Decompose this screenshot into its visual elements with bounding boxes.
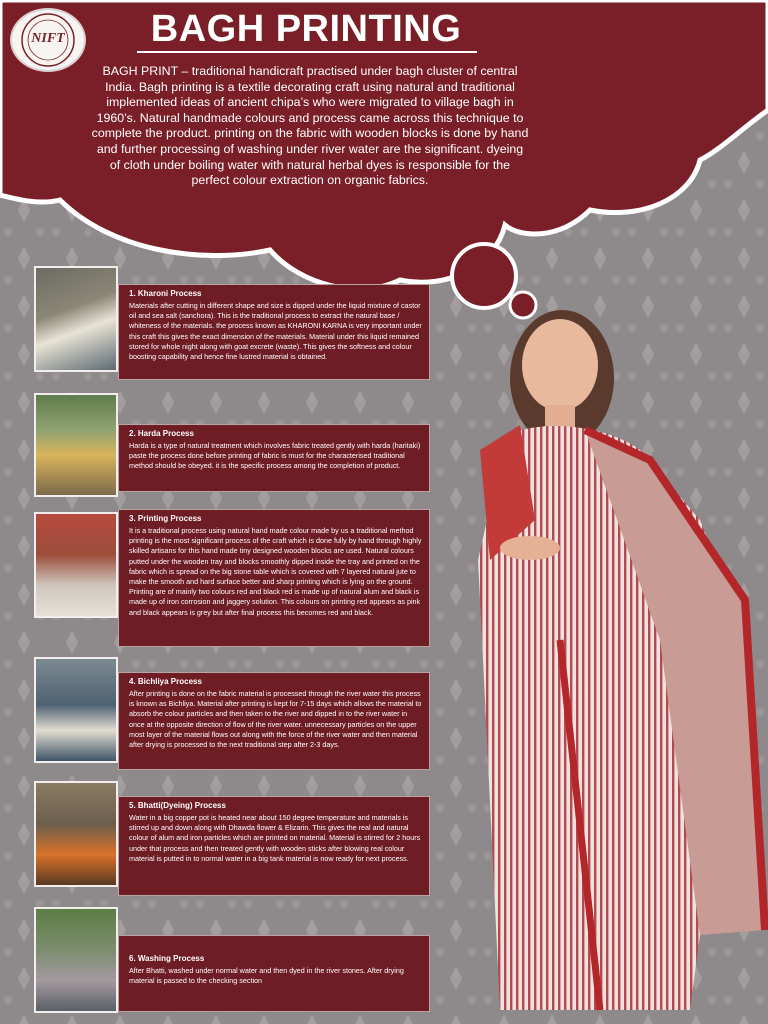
washing-photo	[34, 907, 118, 1013]
page-title: BAGH PRINTING	[150, 8, 462, 50]
step-4-box	[118, 672, 430, 770]
step-2-title: 2. Harda Process	[129, 429, 194, 438]
step-3-title: 3. Printing Process	[129, 514, 202, 523]
kharoni-photo	[34, 266, 118, 372]
step-1-box	[118, 284, 430, 380]
step-6-title: 6. Washing Process	[129, 954, 205, 963]
step-4-text: After printing is done on the fabric material is processed through the river water this process is known as Bichliya. Material after printing is kept for 7-15 days which allows the material to absorb the colour particles and then taken to the river and dipped in to the river water in once at the opposite direction of flow of the river water. unnecessary particles on the upper most layer of the material flows out along with the force of the river water and then material after drying is processed to the next traditional step after 2-3 days.	[129, 689, 422, 750]
step-2-box	[118, 424, 430, 492]
step-6-box	[118, 935, 430, 1012]
step-4-title: 4. Bichliya Process	[129, 677, 202, 686]
step-1-text: Materials after cutting in different shape and size is dipped under the liquid mixture of castor oil and sea salt (sanchora). This is the traditional process to extract the natural base / whiteness of the materials. the process known as KHARONI KARNA is very important under this craft this gives the exact dimension of the materials. Material under this liquid remained stored for whole night along with goat excrete (waste). This gives the softness and colour boosting capability and hence fine lustred material is obtained.	[129, 301, 422, 362]
bichliya-photo	[34, 657, 118, 763]
step-5-box	[118, 796, 430, 896]
bhatti-photo	[34, 781, 118, 887]
step-2-text: Harda is a type of natural treatment which involves fabric treated gently with harda (haritaki) paste the process done before printing of fabric is must for the characterised traditional method should be obeyed. it is the specific process among the completion of product.	[129, 441, 421, 471]
step-5-text: Water in a big copper pot is heated near about 150 degree temperature and materials is stirred up and down along with Dhawda flower & Elizarin. This gives the real and natural colour of alum and iron particles which are printed on material. Material is stirred for 2 hours under that process and then treated gently with wooden sticks after blowing real colour material is putted in to normal water in a big tank material is now ready for next process.	[129, 813, 421, 863]
step-3-text: It is a traditional process using natural hand made colour made by us a traditional method printing is the most significant process of the craft which is done fully by hand through highly skilled artisans for this hand made tiny designed wooden blocks are used. Natural colours putted under the wooden tray and blocks smoothly dipped inside the tray and printed on the fabric which is spread on the big stone table which is covered with 7 layered natural jute to make the smooth and hard surface better and sharp printing which is lying on the ground. Printing are of mainly two colours red and black red is made up of natural alum and black is made up of iron corrosion and jaggery solution. This colours on printing red appears as pink and black appears is grey but after final process this becomes red and black.	[129, 526, 422, 617]
step-1-title: 1. Kharoni Process	[129, 289, 202, 298]
harda-photo	[34, 393, 118, 497]
title-underline	[137, 51, 477, 53]
step-5-title: 5. Bhatti(Dyeing) Process	[129, 801, 226, 810]
step-6-text: After Bhatti, washed under normal water and then dyed in the river stones. After drying material is passed to the checking section	[129, 966, 404, 986]
intro-paragraph: BAGH PRINT – traditional handicraft practised under bagh cluster of central India. Bagh printing is a textile decorating craft using natural and traditional implemented ideas of ancient chipa’s who were migrated to village bagh in 1960’s. Natural handmade colours and process came across this technique to complete the product. printing on the fabric with wooden blocks is done by hand and further processing of washing under river water are the significant. dyeing of cloth under boiling water with natural herbal dyes is responsible for the perfect colour extraction on organic fabrics.	[91, 64, 529, 188]
printing-photo	[34, 512, 118, 618]
step-3-box	[118, 509, 430, 647]
logo-text: NIFT	[31, 31, 65, 46]
